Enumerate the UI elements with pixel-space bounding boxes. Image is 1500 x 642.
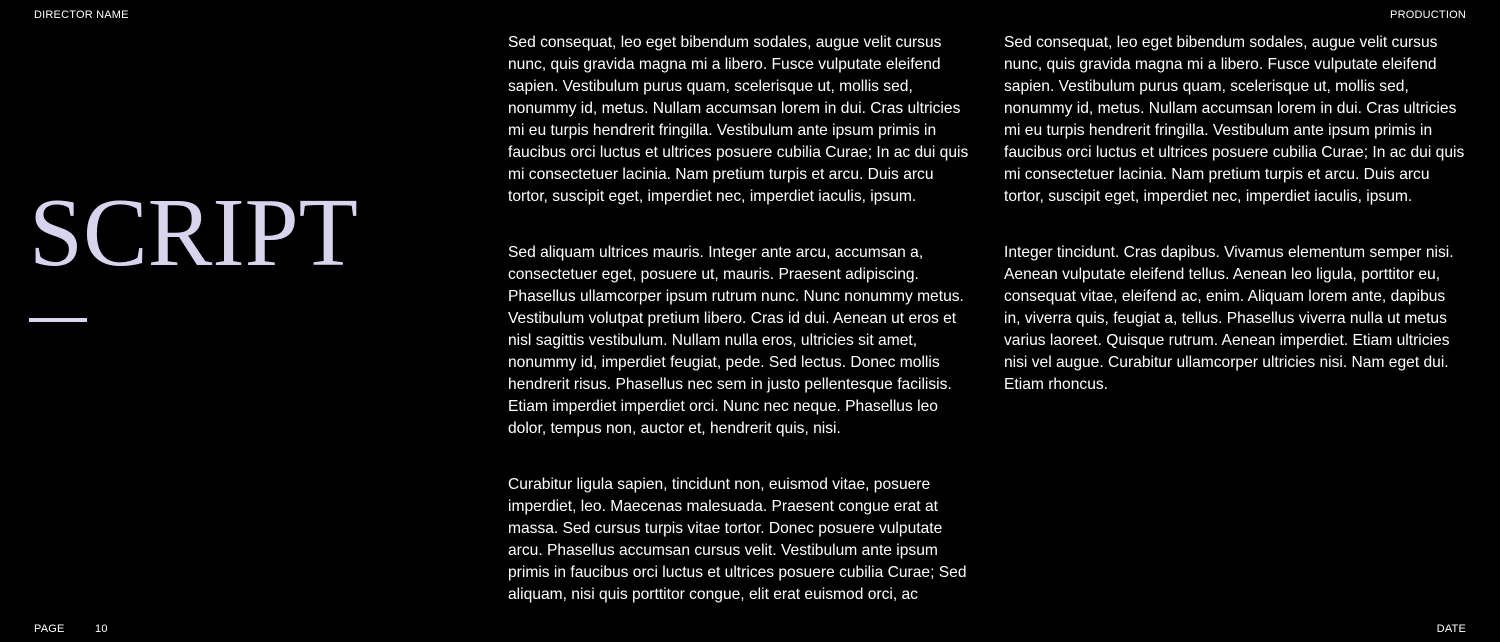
page-number: 10 [95, 623, 108, 635]
date-label: DATE [1436, 623, 1466, 635]
paragraph: Sed consequat, leo eget bibendum sodales, augue velit cursus nunc, quis gravida magna mi a libero. Fusce vulputate eleifend sapien. Vestibulum purus quam, scelerisque ut, mollis sed, nonummy id, metus. Nullam accumsan lorem in dui. Cras ultricies mi eu turpis hendrerit fringilla. Vestibulum ante ipsum primis in faucibus orci luctus et ultrices posuere cubilia Curae; In ac dui quis mi consectetuer lacinia. Nam pretium turpis et arcu. Duis arcu tortor, suscipit eget, imperdiet nec, imperdiet iaculis, ipsum. [508, 34, 969, 205]
page-title: SCRIPT [29, 179, 358, 286]
paragraph: Integer tincidunt. Cras dapibus. Vivamus elementum semper nisi. Aenean vulputate eleifend tellus. Aenean leo ligula, porttitor eu, consequat vitae, eleifend ac, enim. Aliquam lorem ante, dapibus in, viverra quis, feugiat a, tellus. Phasellus viverra nulla ut metus varius laoreet. Quisque rutrum. Aenean imperdiet. Etiam ultricies nisi vel augue. Curabitur ullamcorper ultricies nisi. Nam eget dui. Etiam rhoncus. [1004, 244, 1454, 393]
title-underline-rule [29, 318, 87, 322]
right-text-column [1004, 32, 1466, 430]
paragraph: Sed aliquam ultrices mauris. Integer ante arcu, accumsan a, consectetuer eget, posuere ut, mauris. Praesent adipiscing. Phasellus ullamcorper ipsum rutrum nunc. Nunc nonummy metus. Vestibulum volutpat pretium libero. Cras id dui. Aenean ut eros et nisl sagittis vestibulum. Nullam nulla eros, ultricies sit amet, nonummy id, imperdiet feugiat, pede. Sed lectus. Donec mollis hendrerit risus. Phasellus nec sem in justo pellentesque facilisis. Etiam imperdiet imperdiet orci. Nunc nec neque. Phasellus leo dolor, tempus non, auctor et, hendrerit quis, nisi. [508, 244, 964, 437]
production-name: PRODUCTION [1390, 9, 1466, 21]
paragraph: Curabitur ligula sapien, tincidunt non, euismod vitae, posuere imperdiet, leo. Maecenas malesuada. Praesent congue erat at massa. Sed cursus turpis vitae tortor. Donec posuere vulputate arcu. Phasellus accumsan cursus velit. Vestibulum ante ipsum primis in faucibus orci luctus et ultrices posuere cubilia Curae; Sed aliquam, nisi quis porttitor congue, elit erat euismod orci, ac [508, 476, 967, 603]
page-label: PAGE [34, 623, 65, 635]
middle-text-column [508, 32, 970, 640]
director-name: DIRECTOR NAME [34, 9, 129, 21]
paragraph: Sed consequat, leo eget bibendum sodales, augue velit cursus nunc, quis gravida magna mi a libero. Fusce vulputate eleifend sapien. Vestibulum purus quam, scelerisque ut, mollis sed, nonummy id, metus. Nullam accumsan lorem in dui. Cras ultricies mi eu turpis hendrerit fringilla. Vestibulum ante ipsum primis in faucibus orci luctus et ultrices posuere cubilia Curae; In ac dui quis mi consectetuer lacinia. Nam pretium turpis et arcu. Duis arcu tortor, suscipit eget, imperdiet nec, imperdiet iaculis, ipsum. [1004, 34, 1465, 205]
